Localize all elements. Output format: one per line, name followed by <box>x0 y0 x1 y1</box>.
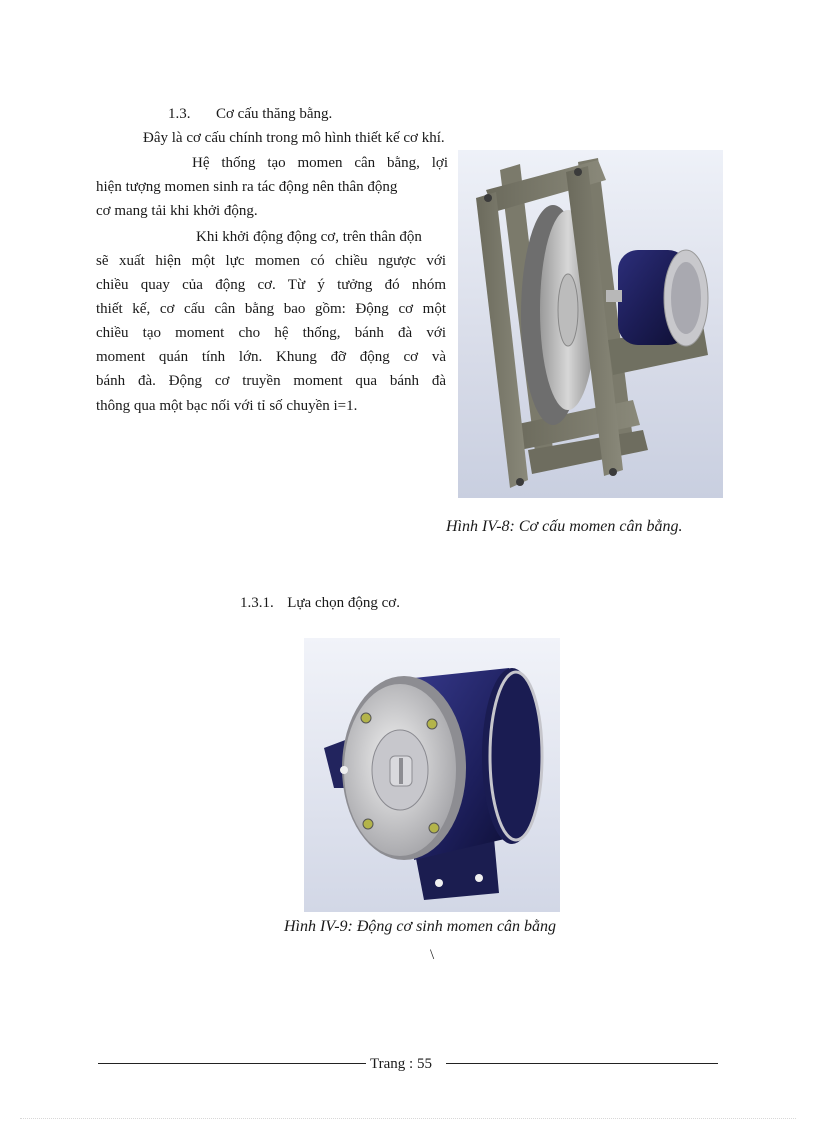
figure-dc-motor <box>304 638 560 912</box>
balance-mechanism-illustration <box>458 150 723 498</box>
paragraph2-line-2: sẽ xuất hiện một lực momen có chiều ngược với <box>96 253 446 269</box>
paragraph2-line-7: bánh đà. Động cơ truyền moment qua bánh đà <box>96 373 446 389</box>
paragraph2-line-3: chiều quay của động cơ. Từ ý tưởng đó nhóm <box>96 277 446 293</box>
section-heading <box>168 102 332 126</box>
figure1-caption: Hình IV-8: Cơ cấu momen cân bằng. <box>446 518 683 535</box>
paragraph2-line-6: moment quán tính lớn. Khung đỡ động cơ và <box>96 349 446 365</box>
subsection-number: 1.3.1. <box>240 595 274 611</box>
figure-balance-mechanism <box>458 150 723 498</box>
paragraph2-line-1: Khi khởi động động cơ, trên thân độn <box>196 229 422 245</box>
footer-rule-left <box>98 1063 366 1064</box>
figure2-caption: Hình IV-9: Động cơ sinh momen cân bằng <box>284 918 557 935</box>
stray-mark: \ <box>430 947 435 963</box>
paragraph1-line-1: Hệ thống tạo momen cân bằng, lợi <box>192 155 448 171</box>
paragraph2-line-4: thiết kế, cơ cấu cân bằng bao gồm: Động cơ một <box>96 301 446 317</box>
section-title: Cơ cấu thăng bằng. <box>216 106 333 122</box>
section-intro: Đây là cơ cấu chính trong mô hình thiết kế cơ khí. <box>143 130 445 146</box>
subsection-title: Lựa chọn động cơ. <box>287 595 400 611</box>
dc-motor-illustration <box>304 638 560 912</box>
paragraph1-line-2: hiện tượng momen sinh ra tác động nên thân động <box>96 179 398 195</box>
footer-rule-right <box>446 1063 718 1064</box>
page-number: Trang : 55 <box>370 1056 432 1072</box>
subsection-heading <box>240 591 400 615</box>
paragraph2-line-5: chiều tạo moment cho hệ thống, bánh đà với <box>96 325 446 341</box>
paragraph1-line-3: cơ mang tải khi khởi động. <box>96 203 258 219</box>
paragraph2-line-8: thông qua một bạc nối với tỉ số chuyền i=1. <box>96 398 358 414</box>
section-number: 1.3. <box>168 106 191 122</box>
page-bottom-border <box>20 1118 796 1119</box>
